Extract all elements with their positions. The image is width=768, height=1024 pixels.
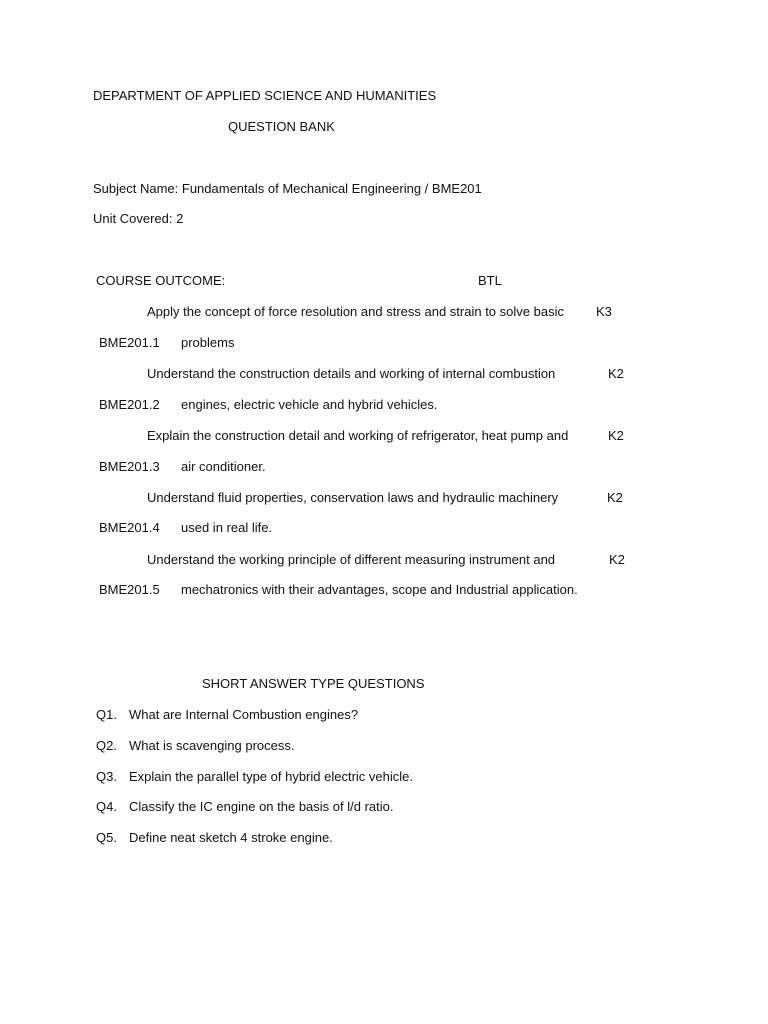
course-outcome-heading: COURSE OUTCOME:: [96, 273, 226, 288]
question-text: Classify the IC engine on the basis of l/d ratio.: [129, 799, 394, 814]
course-outcome-code: BME201.2: [99, 397, 160, 412]
document-title: QUESTION BANK: [228, 119, 335, 134]
course-outcome-text: Explain the construction detail and working of refrigerator, heat pump and: [147, 428, 569, 443]
question-text: What are Internal Combustion engines?: [129, 707, 359, 722]
question-number: Q2.: [96, 738, 117, 753]
course-outcome-code: BME201.5: [99, 582, 160, 597]
question-text: Explain the parallel type of hybrid electric vehicle.: [129, 769, 413, 784]
course-outcome-code: BME201.3: [99, 459, 160, 474]
course-outcome-code: BME201.1: [99, 335, 160, 350]
question-number: Q3.: [96, 769, 117, 784]
question-text: Define neat sketch 4 stroke engine.: [129, 830, 333, 845]
question-number: Q4.: [96, 799, 117, 814]
course-outcome-btl: K2: [609, 552, 625, 567]
course-outcome-btl: K2: [608, 366, 624, 381]
question-number: Q1.: [96, 707, 117, 722]
course-outcome-text-cont: problems: [181, 335, 235, 350]
course-outcome-btl: K2: [607, 490, 623, 505]
course-outcome-text-cont: engines, electric vehicle and hybrid vehicles.: [181, 397, 438, 412]
course-outcome-text: Understand fluid properties, conservation laws and hydraulic machinery: [147, 490, 559, 505]
question-number: Q5.: [96, 830, 117, 845]
course-outcome-code: BME201.4: [99, 520, 160, 535]
course-outcome-text-cont: mechatronics with their advantages, scope and Industrial application.: [181, 582, 578, 597]
course-outcome-text-cont: used in real life.: [181, 520, 273, 535]
unit-covered: Unit Covered: 2: [93, 211, 184, 226]
btl-heading: BTL: [478, 273, 502, 288]
course-outcome-text: Understand the working principle of different measuring instrument and: [147, 552, 556, 567]
course-outcome-text: Understand the construction details and working of internal combustion: [147, 366, 556, 381]
short-answer-heading: SHORT ANSWER TYPE QUESTIONS: [202, 676, 425, 691]
course-outcome-btl: K2: [608, 428, 624, 443]
course-outcome-btl: K3: [596, 304, 612, 319]
course-outcome-text: Apply the concept of force resolution and stress and strain to solve basic: [147, 304, 564, 319]
course-outcome-text-cont: air conditioner.: [181, 459, 266, 474]
department-heading: DEPARTMENT OF APPLIED SCIENCE AND HUMANITIES: [93, 88, 437, 103]
subject-name: Subject Name: Fundamentals of Mechanical Engineering / BME201: [93, 181, 482, 196]
question-text: What is scavenging process.: [129, 738, 295, 753]
